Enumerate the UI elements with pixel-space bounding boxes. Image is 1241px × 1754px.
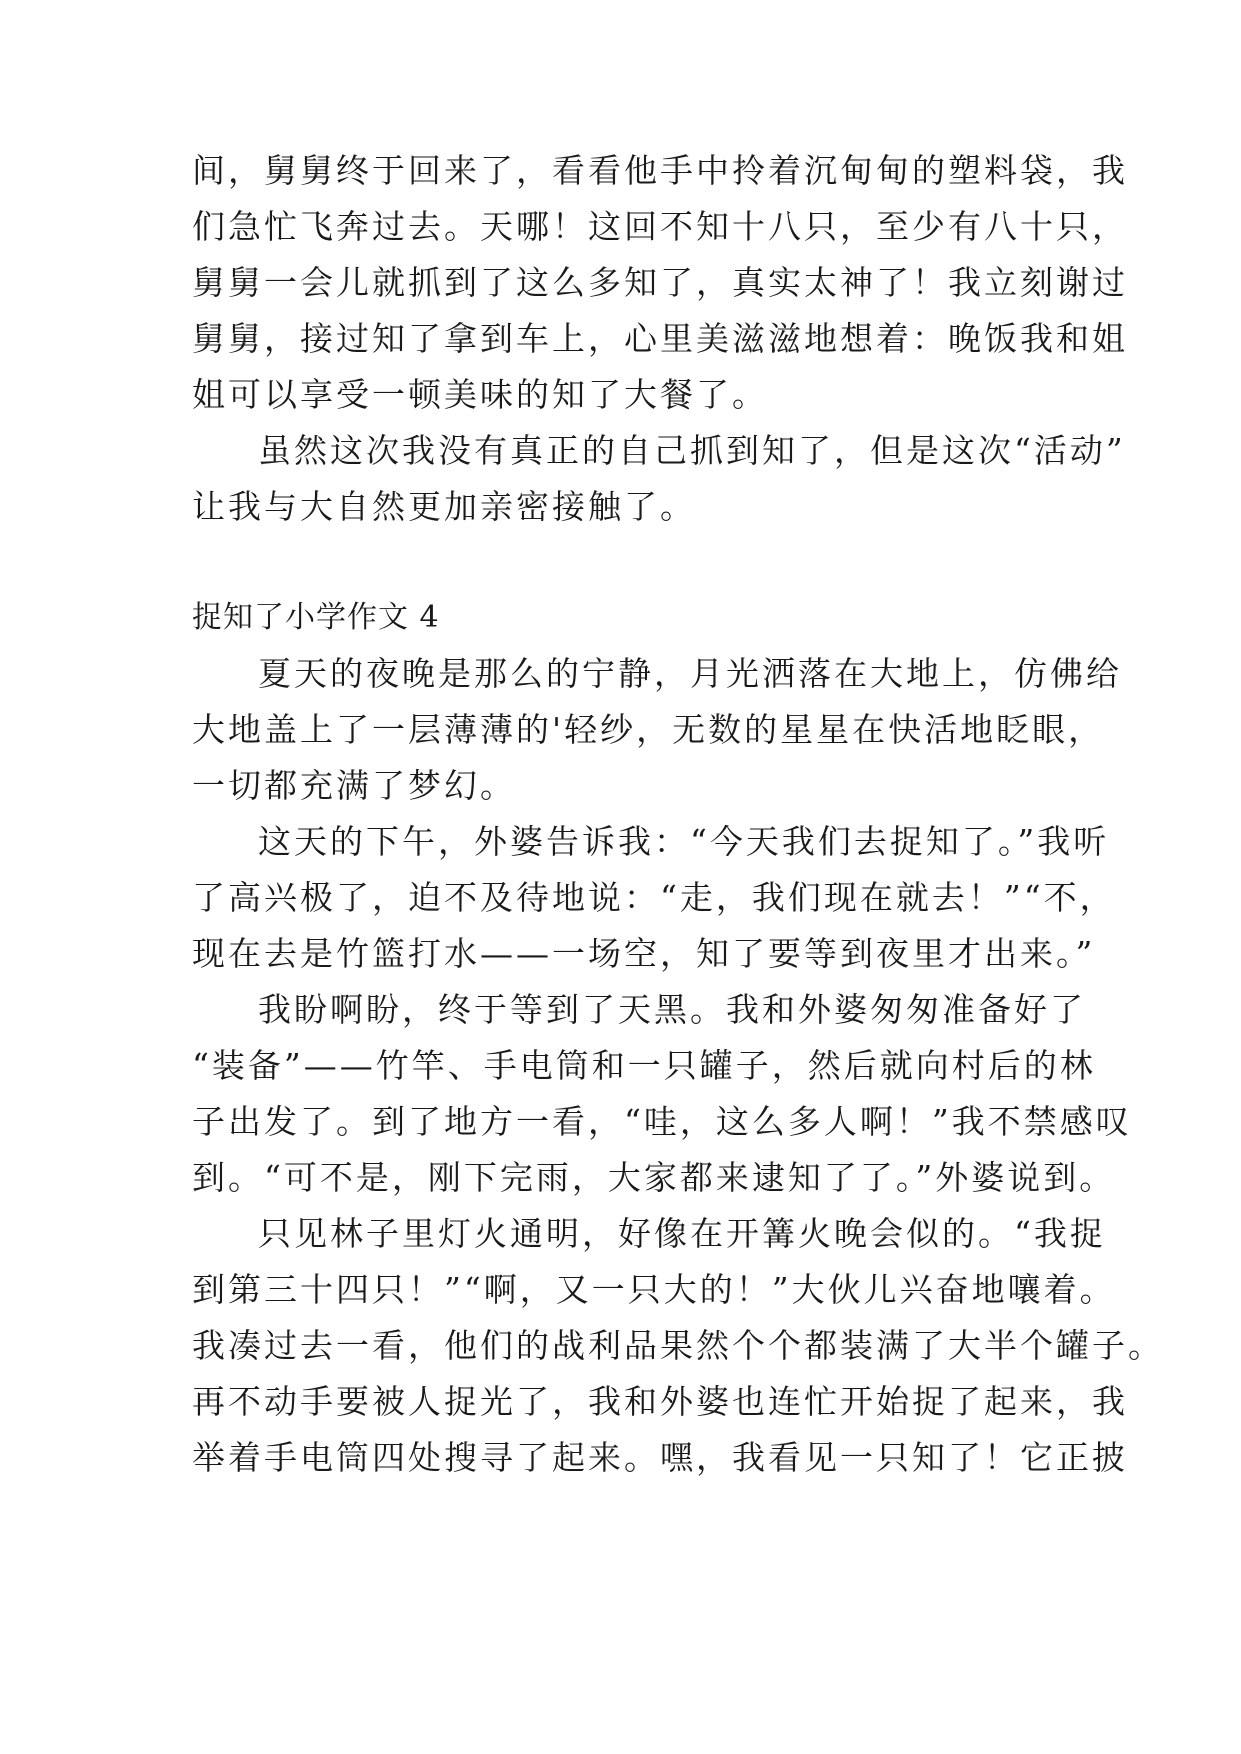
text-line: 现在去是竹篮打水——一场空，知了要等到夜里才出来。”	[192, 934, 1096, 973]
text-line: 到。“可不是，刚下完雨，大家都来逮知了了。”外婆说到。	[192, 1158, 1116, 1197]
text-line: 我凑过去一看，他们的战利品果然个个都装满了大半个罐子。	[192, 1326, 1164, 1365]
text-line: 舅舅，接过知了拿到车上，心里美滋滋地想着：晚饭我和姐	[192, 319, 1128, 358]
text-line: 姐可以享受一顿美味的知了大餐了。	[192, 375, 768, 414]
text-line: 让我与大自然更加亲密接触了。	[192, 487, 696, 526]
text-line: 间，舅舅终于回来了，看看他手中拎着沉甸甸的塑料袋，我	[192, 151, 1128, 190]
text-line: 再不动手要被人捉光了，我和外婆也连忙开始捉了起来，我	[192, 1382, 1128, 1421]
paragraph-start-line: 虽然这次我没有真正的自己抓到知了，但是这次“活动”	[258, 431, 1126, 470]
section-heading: 捉知了小学作文 4	[192, 600, 440, 635]
text-line: 舅舅一会儿就抓到了这么多知了，真实太神了！我立刻谢过	[192, 263, 1128, 302]
text-line: 一切都充满了梦幻。	[192, 766, 516, 805]
text-line: 举着手电筒四处搜寻了起来。嘿，我看见一只知了！它正披	[192, 1438, 1128, 1477]
text-line: 们急忙飞奔过去。天哪！这回不知十八只，至少有八十只，	[192, 207, 1128, 246]
paragraph-start-line: 夏天的夜晚是那么的宁静，月光洒落在大地上，仿佛给	[258, 654, 1122, 693]
paragraph-start-line: 只见林子里灯火通明，好像在开篝火晚会似的。“我捉	[258, 1214, 1106, 1253]
paragraph-start-line: 我盼啊盼，终于等到了天黑。我和外婆匆匆准备好了	[258, 990, 1086, 1029]
text-line: 子出发了。到了地方一看，“哇，这么多人啊！”我不禁感叹	[192, 1102, 1132, 1141]
text-line: 了高兴极了，迫不及待地说：“走，我们现在就去！”“不，	[192, 878, 1116, 917]
paragraph-start-line: 这天的下午，外婆告诉我：“今天我们去捉知了。”我听	[258, 822, 1110, 861]
text-line: 大地盖上了一层薄薄的'轻纱，无数的星星在快活地眨眼，	[192, 710, 1105, 749]
text-line: “装备”——竹竿、手电筒和一只罐子，然后就向村后的林	[192, 1046, 1096, 1085]
text-line: 到第三十四只！”“啊，又一只大的！”大伙儿兴奋地嚷着。	[192, 1270, 1116, 1309]
